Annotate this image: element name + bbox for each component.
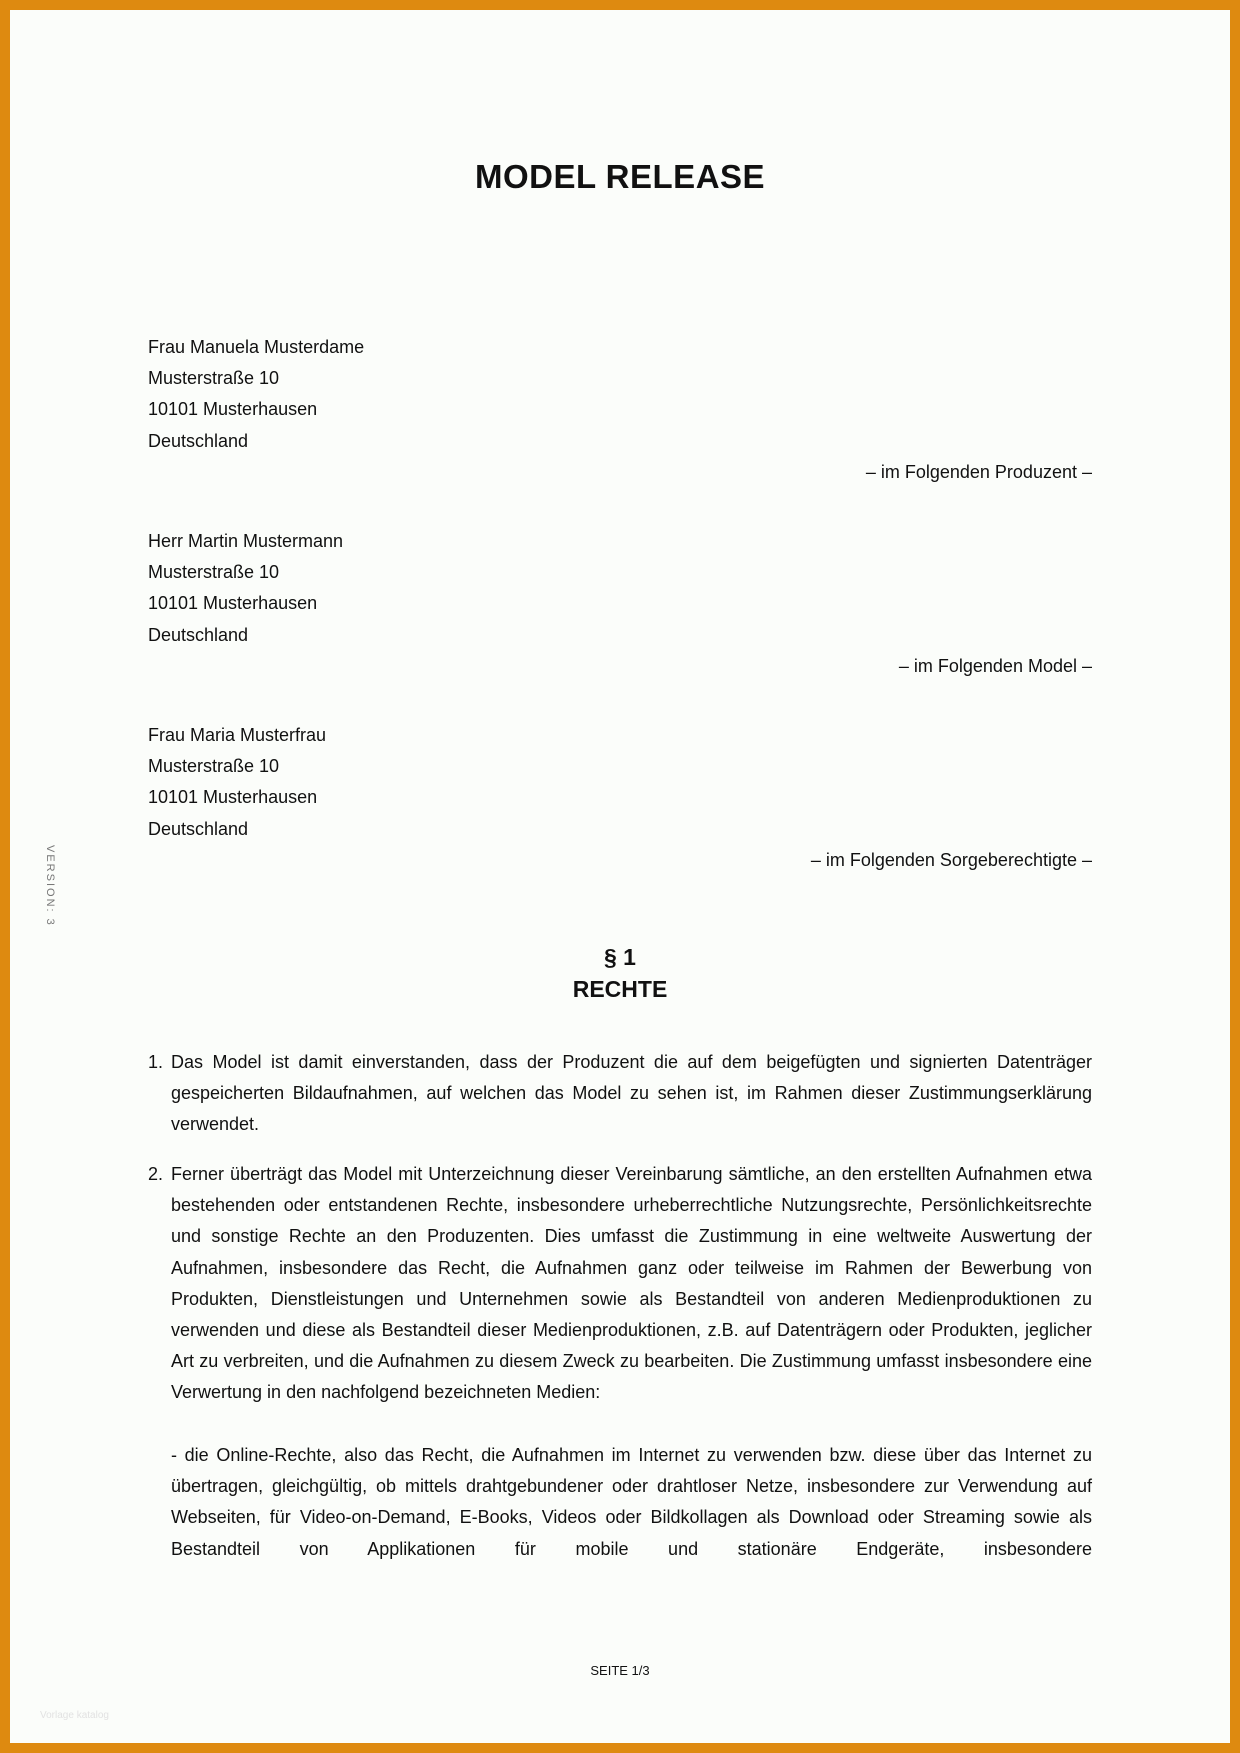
section-heading: RECHTE bbox=[572, 976, 668, 1002]
list-item bbox=[148, 1159, 1092, 1409]
address-line: Deutschland bbox=[148, 624, 249, 645]
watermark: Vorlage katalog bbox=[40, 1710, 109, 1721]
address-line: Frau Manuela Musterdame bbox=[148, 337, 365, 357]
section-number: § 1 bbox=[604, 944, 636, 970]
item-text: - die Online-Rechte, also das Recht, die Aufnahmen im Internet zu verwenden bzw. diese über das Internet zu übertragen, gleichgültig, ob mittels drahtgebundener oder drahtloser Netze, insbesondere zur Verwendung auf Webseiten, für Video-on-Demand, E-Books, Videos oder Bildkollagen als Download oder Streaming sowie als Bestandteil von Applikationen für mobile und stationäre Endgeräte, insbesondere bbox=[171, 1445, 1092, 1559]
party-role: – im Folgenden Produzent – bbox=[865, 461, 1092, 482]
party-role: – im Folgenden Model – bbox=[898, 655, 1092, 676]
item-text: Ferner überträgt das Model mit Unterzeichnung dieser Vereinbarung sämtliche, an den erstellten Aufnahmen etwa bestehenden oder entstandenen Rechte, insbesondere urheberrechtliche Nutzungsrechte, Persönlichkeitsrechte und sonstige Rechte an den Produzenten. Dies umfasst die Zustimmung in eine weltweite Auswertung der Aufnahmen, insbesondere das Recht, die Aufnahmen ganz oder teilweise im Rahmen der Bewerbung von Produkten, Dienstleistungen und Unternehmen sowie als Bestandteil von anderen Medienproduktionen zu verwenden und diese als Bestandteil dieser Medienproduktionen, z.B. auf Datenträgern oder Produkten, jeglicher Art zu verbreiten, und die Aufnahmen zu diesem Zweck zu bearbeiten. Die Zustimmung umfasst insbesondere eine Verwertung in den nachfolgend bezeichneten Medien: bbox=[171, 1164, 1092, 1403]
address-line: Frau Maria Musterfrau bbox=[148, 725, 327, 745]
document-title: MODEL RELEASE bbox=[474, 158, 766, 195]
address-line: Deutschland bbox=[148, 818, 249, 839]
item-text: Das Model ist damit einverstanden, dass der Produzent die auf dem beigefügten und signierten Datenträger gespeicherten Bildaufnahmen, auf welchen das Model zu sehen ist, im Rahmen dieser Zustimmungserklärung verwendet. bbox=[171, 1052, 1092, 1135]
document-page bbox=[10, 10, 1230, 1743]
party-producer bbox=[148, 332, 1092, 488]
party-model bbox=[148, 526, 1092, 682]
address-line: Deutschland bbox=[148, 430, 249, 451]
address-line: Musterstraße 10 bbox=[148, 368, 280, 389]
party-role: – im Folgenden Sorgeberechtigte – bbox=[810, 849, 1092, 870]
address-line: 10101 Musterhausen bbox=[148, 787, 318, 808]
list-item-continuation bbox=[148, 1440, 1092, 1565]
address-line: 10101 Musterhausen bbox=[148, 399, 318, 420]
address-line: Musterstraße 10 bbox=[148, 756, 280, 777]
address-line: 10101 Musterhausen bbox=[148, 593, 318, 614]
address-line: Herr Martin Mustermann bbox=[148, 531, 344, 551]
page-number: SEITE 1/3 bbox=[590, 1663, 650, 1678]
list-item bbox=[148, 1047, 1092, 1141]
item-number: 1. bbox=[148, 1052, 164, 1072]
version-label: VERSION: 3 bbox=[44, 845, 56, 927]
item-number: 2. bbox=[148, 1164, 164, 1184]
address-line: Musterstraße 10 bbox=[148, 562, 280, 583]
party-guardian bbox=[148, 720, 1092, 876]
